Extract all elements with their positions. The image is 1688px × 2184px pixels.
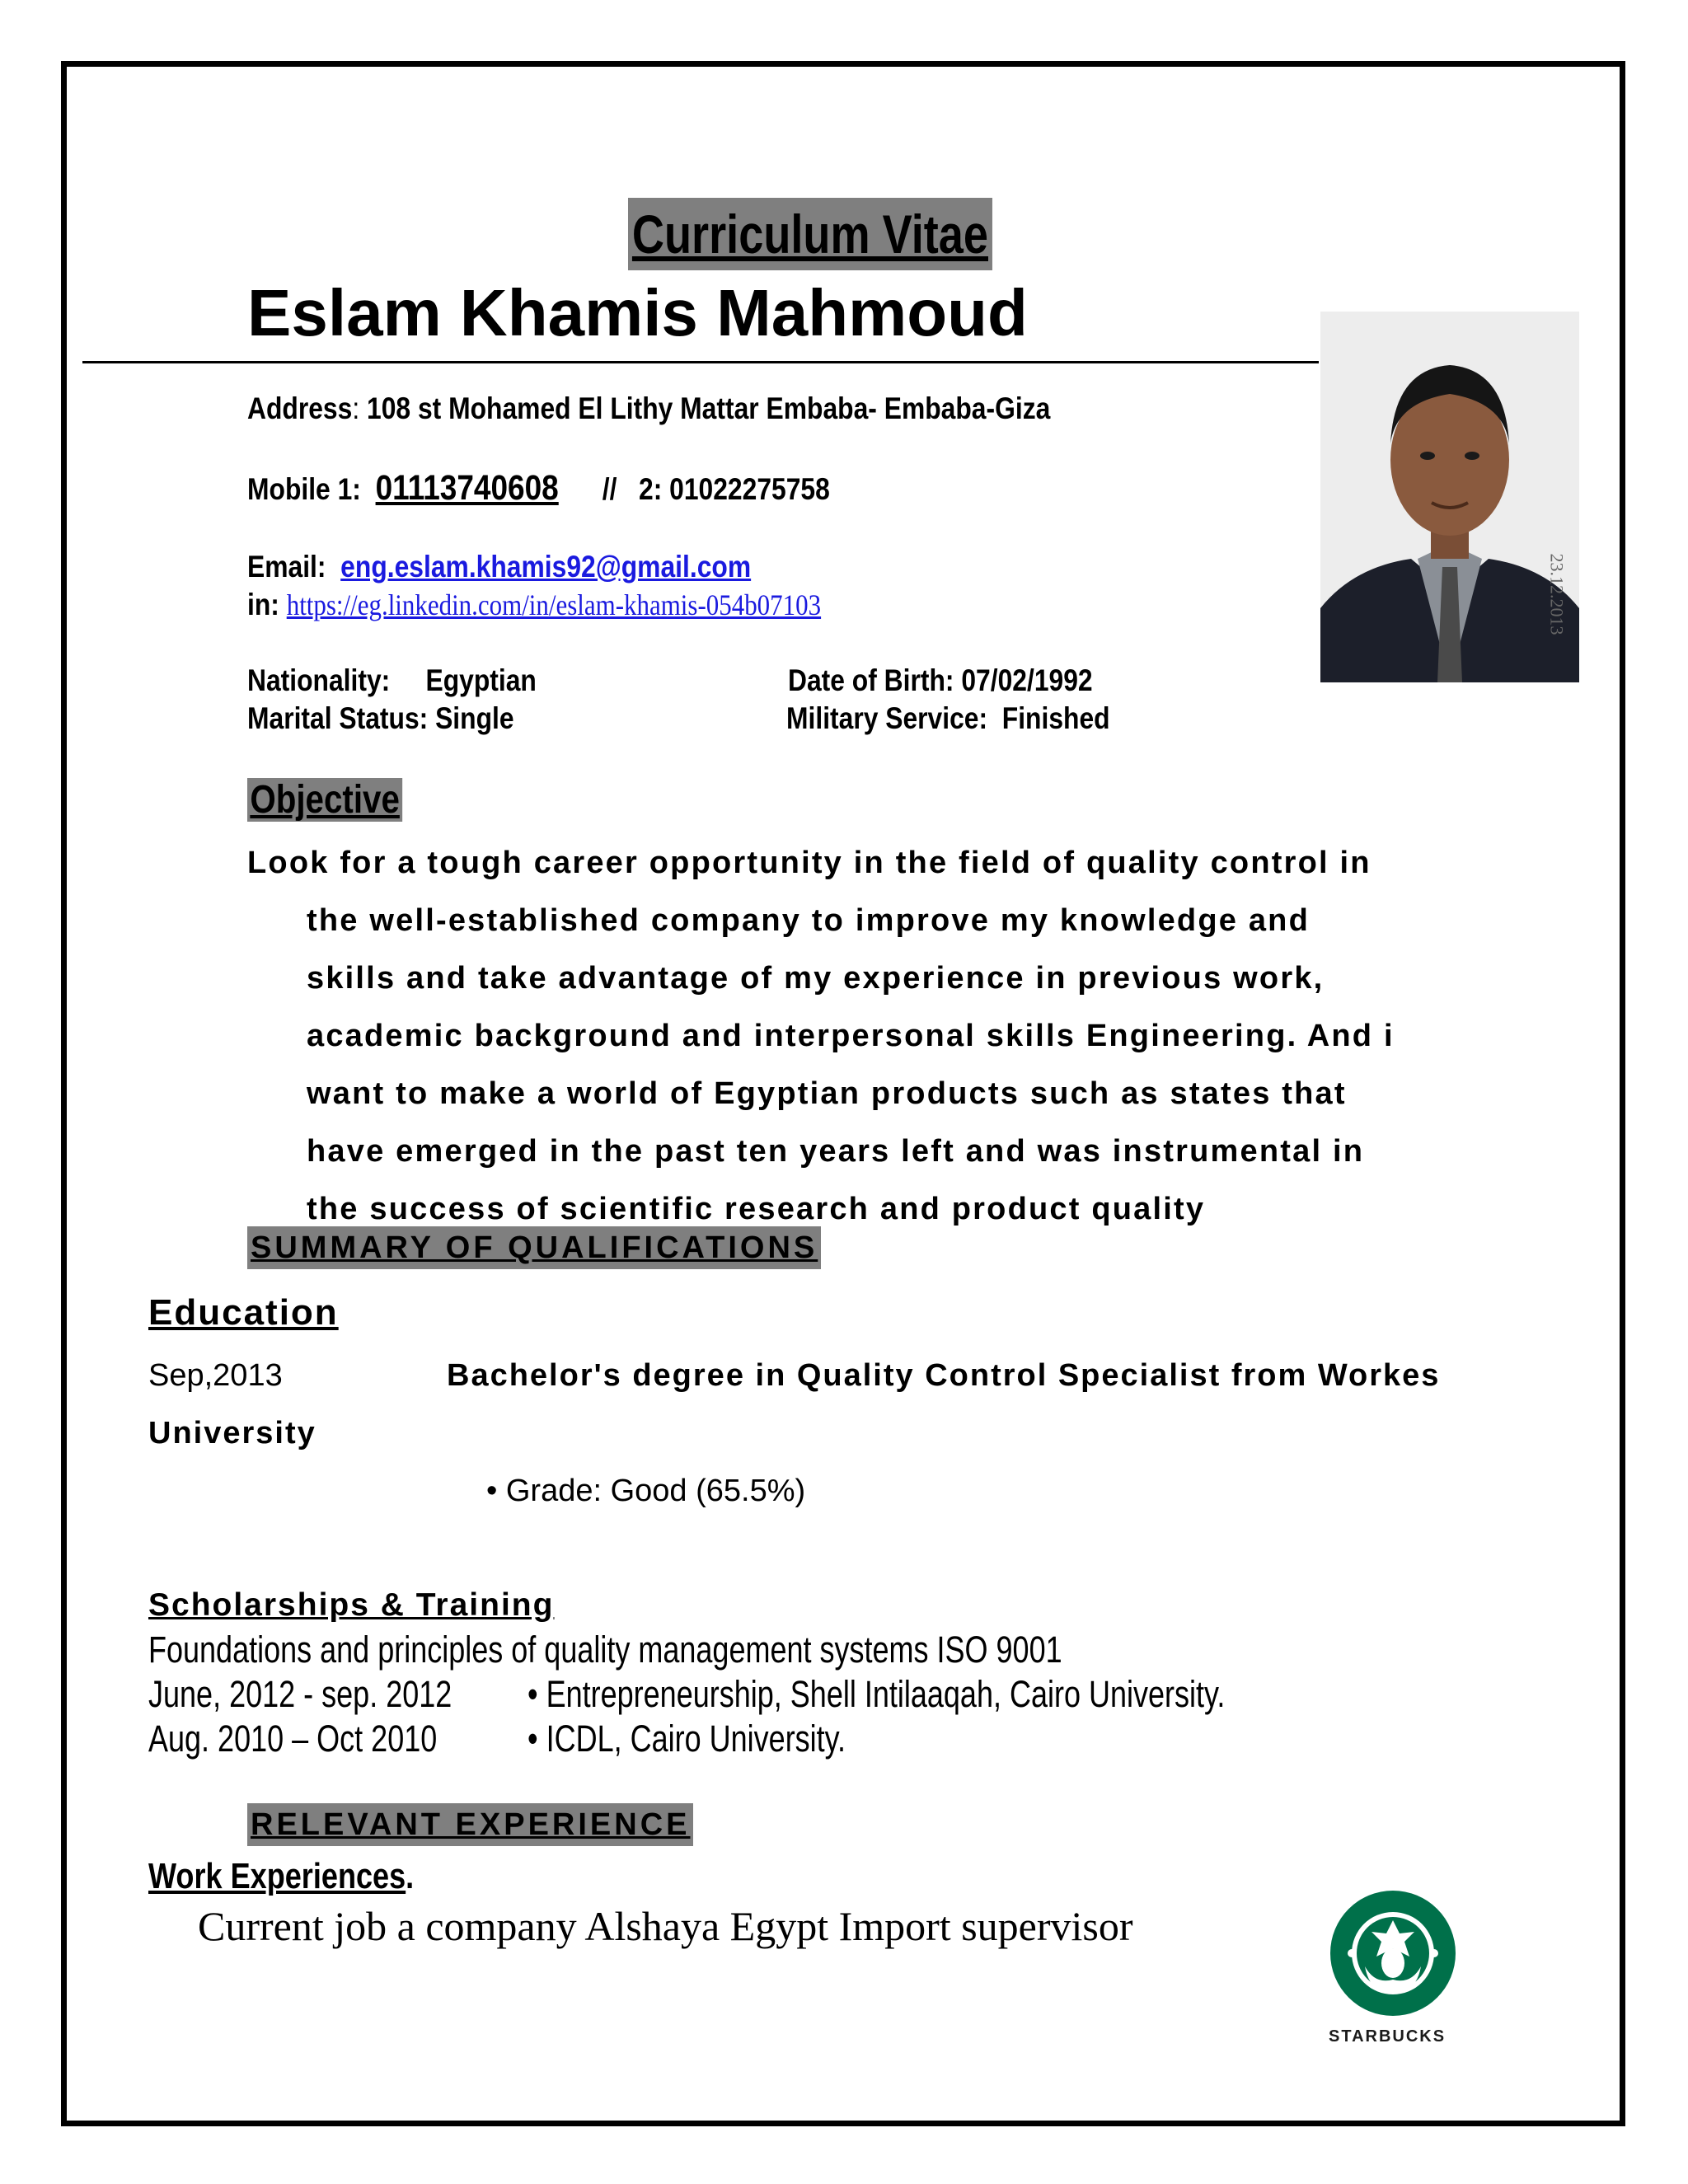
objective-body: the well-established company to improve my knowledge and skills and take advantage of my experience in previous work, academic background and interpersonal skills Engineering. And i want to make a world of Egyptian products such as states that have emerged in the past ten years left and was instrumental in the success of scientific research and product quality bbox=[307, 903, 1395, 1226]
training-item: • ICDL, Cairo University. bbox=[528, 1718, 846, 1760]
qualifications-heading: SUMMARY OF QUALIFICATIONS bbox=[247, 1226, 821, 1269]
education-degree: Bachelor's degree in Quality Control Specialist from Workes bbox=[447, 1358, 1441, 1393]
linkedin-line bbox=[247, 587, 821, 623]
linkedin-label: in: bbox=[247, 588, 279, 621]
experience-heading: RELEVANT EXPERIENCE bbox=[247, 1803, 693, 1846]
dob-value: 07/02/1992 bbox=[961, 663, 1093, 697]
mobile-line bbox=[247, 470, 830, 508]
header-divider bbox=[82, 361, 1319, 363]
training-line: Foundations and principles of quality management systems ISO 9001 bbox=[148, 1629, 1062, 1671]
work-heading-period: . bbox=[406, 1856, 415, 1896]
nationality-label: Nationality: bbox=[247, 663, 391, 697]
objective-heading-text: Objective bbox=[247, 778, 402, 822]
work-experience-heading bbox=[148, 1856, 414, 1897]
education-university: University bbox=[148, 1416, 316, 1451]
objective-text bbox=[247, 834, 1442, 1238]
current-job: Current job a company Alshaya Egypt Import supervisor bbox=[198, 1903, 1133, 1949]
email-link[interactable]: eng.eslam.khamis92@gmail.com bbox=[340, 550, 752, 583]
portrait-illustration bbox=[1320, 312, 1579, 682]
work-heading-text: Work Experiences bbox=[148, 1856, 406, 1896]
education-date: Sep,2013 bbox=[148, 1358, 283, 1393]
nationality-line bbox=[247, 663, 537, 699]
candidate-name: Eslam Khamis Mahmoud bbox=[247, 276, 1028, 349]
linkedin-link[interactable]: https://eg.linkedin.com/in/eslam-khamis-054b07103 bbox=[286, 588, 822, 621]
marital-line bbox=[247, 701, 514, 737]
military-line bbox=[786, 701, 1110, 737]
military-label: Military Service: bbox=[786, 701, 988, 735]
address-label: Address bbox=[247, 391, 353, 425]
starbucks-wordmark: STARBUCKS bbox=[1329, 2027, 1447, 2046]
address-value: 108 st Mohamed El Lithy Mattar Embaba- Embaba-Giza bbox=[367, 391, 1051, 425]
education-grade: • Grade: Good (65.5%) bbox=[486, 1474, 806, 1508]
profile-photo bbox=[1320, 312, 1579, 682]
mobile-2[interactable]: 01022275758 bbox=[669, 472, 830, 506]
email-label: Email: bbox=[247, 550, 326, 583]
nationality-value: Egyptian bbox=[425, 663, 537, 697]
page-title: Curriculum Vitae bbox=[628, 198, 992, 270]
marital-value: Single bbox=[435, 701, 514, 735]
military-value: Finished bbox=[1001, 701, 1110, 735]
training-item: • Entrepreneurship, Shell Intilaaqah, Cairo University. bbox=[528, 1673, 1226, 1715]
objective-heading bbox=[247, 775, 402, 826]
education-heading: Education bbox=[148, 1292, 339, 1333]
mobile-2-label: // 2: bbox=[602, 472, 663, 506]
photo-date-stamp: 23.12.2013 bbox=[1546, 553, 1568, 635]
email-line bbox=[247, 549, 751, 585]
marital-label: Marital Status: bbox=[247, 701, 429, 735]
training-date: June, 2012 - sep. 2012 bbox=[148, 1673, 452, 1715]
mobile-label: Mobile 1: bbox=[247, 472, 361, 506]
mobile-1[interactable]: 01113740608 bbox=[375, 468, 559, 508]
training-date: Aug. 2010 – Oct 2010 bbox=[148, 1718, 438, 1760]
training-heading: Scholarships & Training bbox=[148, 1587, 555, 1623]
dob-line bbox=[788, 663, 1093, 699]
siren-icon bbox=[1319, 1887, 1467, 2019]
starbucks-logo bbox=[1319, 1887, 1467, 2052]
dob-label: Date of Birth: bbox=[788, 663, 954, 697]
objective-first-line: Look for a tough career opportunity in the field of quality control in bbox=[247, 846, 1372, 880]
address-line: Address: 108 st Mohamed El Lithy Mattar Embaba- Embaba-Giza bbox=[247, 391, 1051, 425]
